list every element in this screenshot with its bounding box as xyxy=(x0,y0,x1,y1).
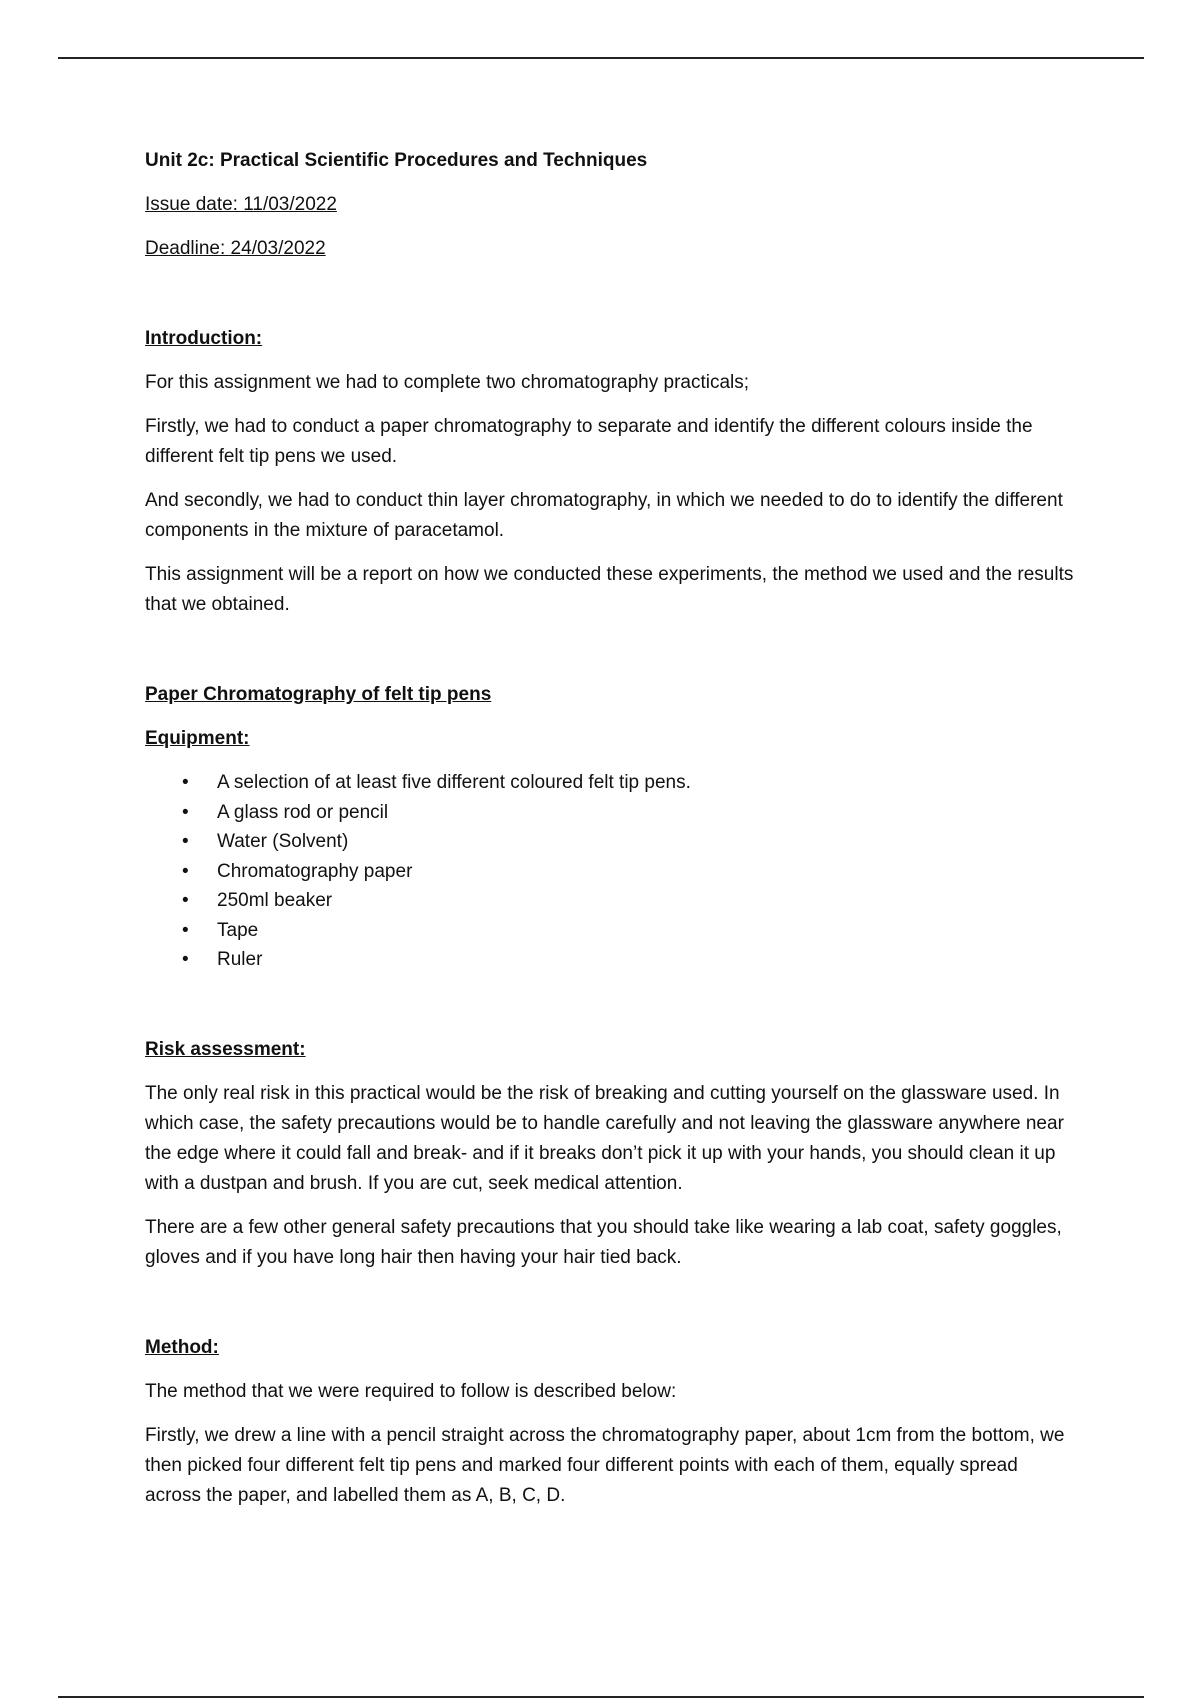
risk-assessment-heading: Risk assessment: xyxy=(145,1038,306,1060)
equipment-item: Chromatography paper xyxy=(217,860,413,882)
introduction-heading: Introduction: xyxy=(145,328,263,349)
paper-chromatography-heading: Paper Chromatography of felt tip pens xyxy=(145,684,492,705)
equipment-list xyxy=(145,768,1075,975)
bullet-icon: • xyxy=(182,949,189,970)
list-item xyxy=(145,857,1075,887)
spacer xyxy=(145,989,1075,1035)
bullet-icon: • xyxy=(182,801,189,823)
issue-date: Issue date: 11/03/2022 xyxy=(145,194,337,215)
equipment-item: Tape xyxy=(217,919,259,941)
deadline: Deadline: 24/03/2022 xyxy=(145,238,326,259)
list-item xyxy=(145,798,1075,828)
method-heading: Method: xyxy=(145,1336,219,1358)
equipment-item: Ruler xyxy=(217,949,263,970)
bullet-icon: • xyxy=(182,919,189,941)
equipment-item: Water (Solvent) xyxy=(217,831,349,852)
bullet-icon: • xyxy=(182,772,189,793)
list-item xyxy=(145,827,1075,857)
list-item xyxy=(145,916,1075,946)
equipment-item: A glass rod or pencil xyxy=(217,801,389,823)
document-title: Unit 2c: Practical Scientific Procedures and Techniques xyxy=(145,150,648,171)
spacer xyxy=(145,278,1075,324)
top-rule xyxy=(58,57,1144,59)
introduction-paragraph: And secondly, we had to conduct thin layer chromatography, in which we needed to do to identify the different components in the mixture of paracetamol. xyxy=(145,490,1063,541)
bullet-icon: • xyxy=(182,860,189,882)
method-paragraph: Firstly, we drew a line with a pencil straight across the chromatography paper, about 1cm from the bottom, we then picked four different felt tip pens and marked four different points with each of them, equally spread across the paper, and labelled them as A, B, C, D. xyxy=(145,1424,1065,1506)
bullet-icon: • xyxy=(182,831,189,852)
list-item xyxy=(145,768,1075,798)
equipment-item: 250ml beaker xyxy=(217,890,333,911)
method-paragraph: The method that we were required to follow is described below: xyxy=(145,1380,677,1402)
bottom-rule xyxy=(58,1696,1144,1698)
spacer xyxy=(145,1287,1075,1333)
list-item xyxy=(145,886,1075,916)
introduction-paragraph: This assignment will be a report on how we conducted these experiments, the method we used and the results that we obtained. xyxy=(145,564,1074,615)
equipment-item: A selection of at least five different coloured felt tip pens. xyxy=(217,772,691,793)
risk-assessment-paragraph: The only real risk in this practical would be the risk of breaking and cutting yourself on the glassware used. In which case, the safety precautions would be to handle carefully and not leaving the glassware anywhere near the edge where it could fall and break- and if it breaks don’t pick it up with your hands, you should clean it up with a dustpan and brush. If you are cut, seek medical attention. xyxy=(145,1082,1064,1194)
risk-assessment-paragraph: There are a few other general safety precautions that you should take like wearing a lab coat, safety goggles, gloves and if you have long hair then having your hair tied back. xyxy=(145,1216,1062,1268)
spacer xyxy=(145,634,1075,680)
bullet-icon: • xyxy=(182,890,189,911)
equipment-heading: Equipment: xyxy=(145,728,250,749)
introduction-paragraph: Firstly, we had to conduct a paper chromatography to separate and identify the different colours inside the different felt tip pens we used. xyxy=(145,416,1033,467)
introduction-paragraph: For this assignment we had to complete two chromatography practicals; xyxy=(145,372,750,393)
document-body xyxy=(145,146,1075,1525)
list-item xyxy=(145,945,1075,975)
